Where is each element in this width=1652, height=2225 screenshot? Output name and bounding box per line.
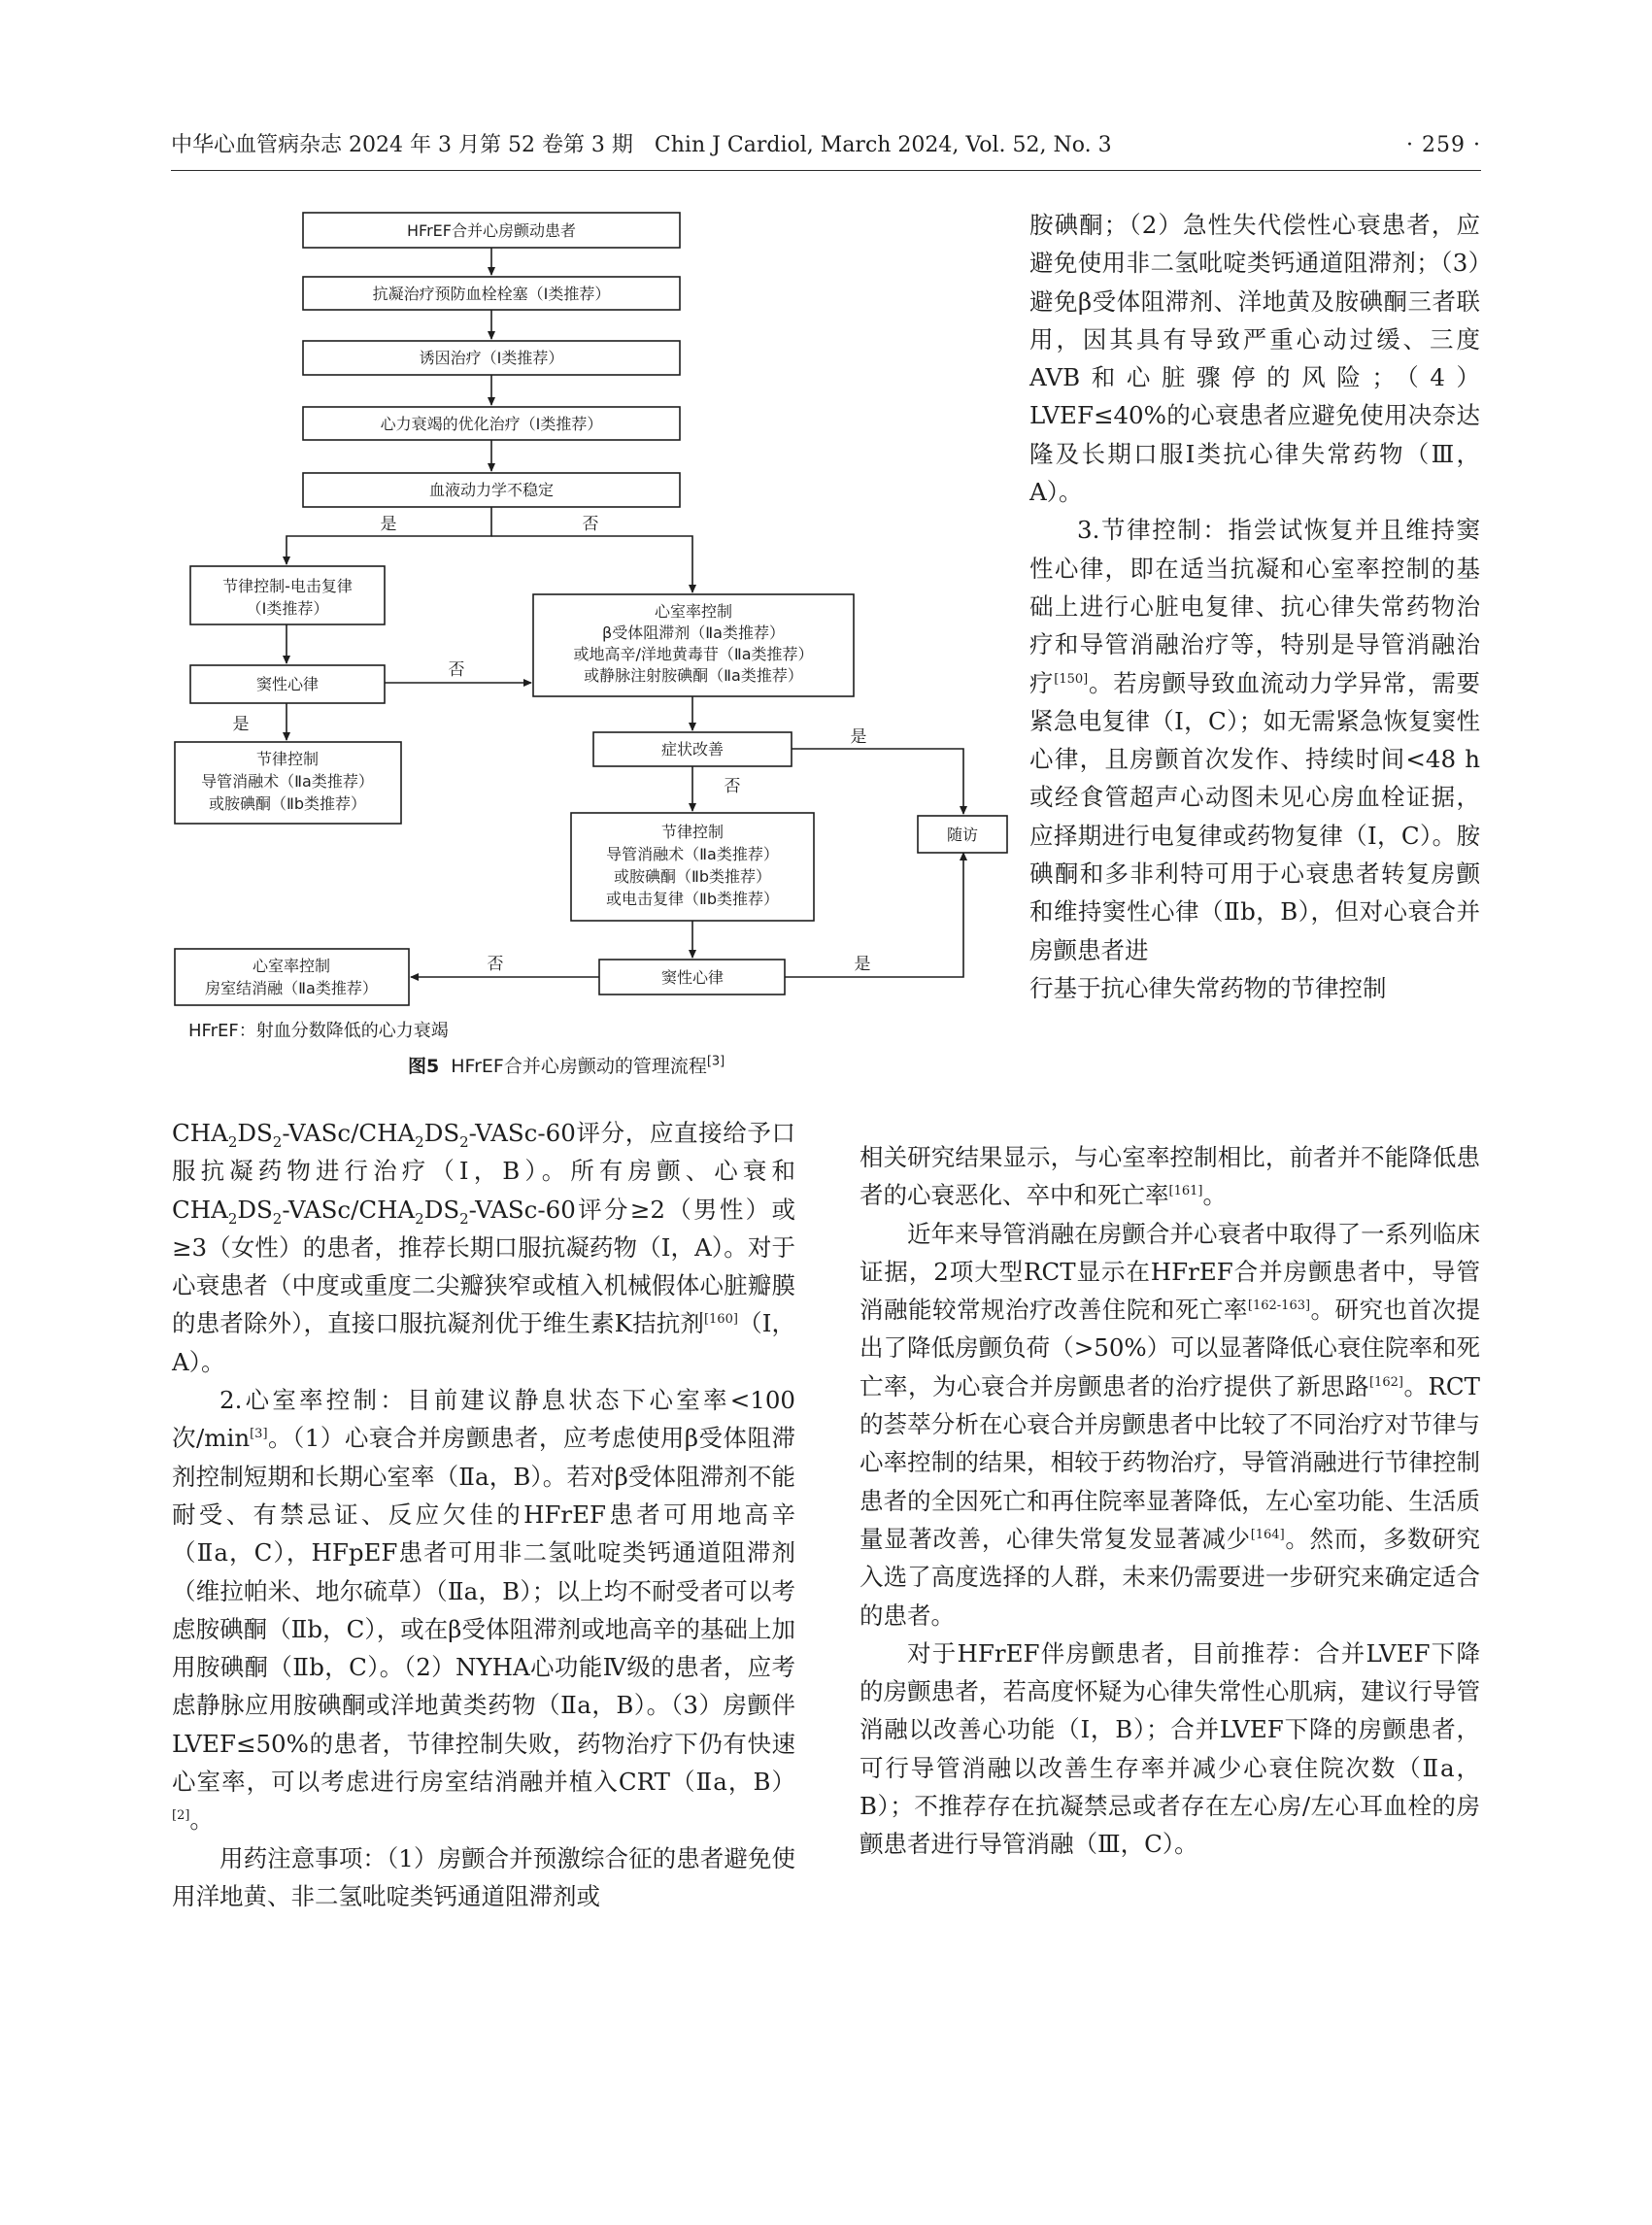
node-symptom: 症状改善 (660, 740, 725, 759)
paragraph-rate-control: 2.心室率控制：目前建议静息状态下心室率<100次/min[3]。（1）心衰合并房颤患者，应考虑使用β受体阻滞剂控制短期和长期心室率（Ⅱa，B）。若对β受体阻滞剂不能耐受、有禁忌证、反应欠佳的HFrEF患者可用地高辛（Ⅱa，C），HFpEF患者可用非二氢吡啶类钙通道阻滞剂（维拉帕米、地尔硫草）（Ⅱa，B）；以上均不耐受者可以考虑胺碘酮（Ⅱb，C），或在β受体阻滞剂或地高辛的基础上加用胺碘酮（Ⅱb，C）。（2）NYHA心功能Ⅳ级的患者，应考虑静脉应用胺碘酮或洋地黄类药物（Ⅱa，B）。（3）房颤伴LVEF≤50%的患者，节律控制失败，药物治疗下仍有快速心室率，可以考虑进行房室结消融并植入CRT（Ⅱa，B）[2]。 (172, 1386, 796, 1835)
node-followup: 随访 (946, 826, 979, 844)
node-unstable: 血液动力学不稳定 (428, 481, 555, 499)
label-no: 否 (487, 955, 504, 974)
citation: [162-163] (1247, 1298, 1311, 1314)
node-rate-control-title: 心室率控制 (654, 602, 733, 621)
node-trigger: 诱因治疗（Ⅰ类推荐） (419, 349, 564, 367)
citation: [150] (1054, 671, 1089, 687)
citation: [3] (250, 1427, 268, 1442)
node-sinus-2: 窦性心律 (660, 968, 725, 987)
label-yes: 是 (232, 715, 250, 734)
node-rate-av-title: 心室率控制 (252, 957, 331, 975)
node-rhythm-control-2-line: 导管消融术（Ⅱa类推荐） (606, 845, 779, 863)
header-rule (171, 170, 1481, 171)
management-flowchart (165, 199, 1020, 1015)
figure-caption-text: HFrEF合并心房颤动的管理流程 (451, 1056, 707, 1077)
paragraph-recommendations: 对于HFrEF伴房颤患者，目前推荐：合并LVEF下降的房颤患者，若高度怀疑为心律失常性心肌病，建议行导管消融以改善心功能（Ⅰ，B）；合并LVEF下降的房颤患者，可行导管消融以改善生存率并减少心衰住院次数（Ⅱa，B）；不推荐存在抗凝禁忌或者存在左心房/左心耳血栓的房颤患者进行导管消融（Ⅲ，C）。 (860, 1638, 1480, 1859)
node-anticoag: 抗凝治疗预防血栓栓塞（Ⅰ类推荐） (372, 285, 611, 303)
page-number: · 259 · (1406, 133, 1481, 157)
node-rate-control-line: 或地高辛/洋地黄毒苷（Ⅱa类推荐） (573, 645, 814, 663)
citation: [162] (1368, 1374, 1403, 1390)
citation: [164] (1250, 1527, 1285, 1542)
paragraph-rhythm-control: 3.节律控制：指尝试恢复并且维持窦性心律，即在适当抗凝和心室率控制的基础上进行心脏电复律、抗心律失常药物治疗和导管消融治疗等，特别是导管消融治疗[150]。若房颤导致血流动力学异常，需要紧急电复律（Ⅰ，C）；如无需紧急恢复窦性心律，且房颤首次发作、持续时间<48 h或经食管超声心动图未见心房血栓证据，应择期进行电复律或药物复律（Ⅰ，C）。胺碘酮和多非利特可用于心衰患者转复房颤和维持窦性心律（Ⅱb，B），但对心衰合并房颤患者进 (1029, 516, 1481, 964)
right-column-bottom (860, 1138, 1480, 1864)
node-rhythm-ablation-line: 或胺碘酮（Ⅱb类推荐） (208, 794, 367, 813)
node-rate-av-line: 房室结消融（Ⅱa类推荐） (205, 979, 378, 997)
figure-number: 图5 (408, 1056, 440, 1077)
label-no: 否 (448, 660, 465, 680)
label-yes: 是 (854, 955, 871, 974)
node-rhythm-cardio-class: （Ⅰ类推荐） (246, 599, 329, 618)
figure-caption (408, 1052, 725, 1078)
node-rhythm-ablation-line: 导管消融术（Ⅱa类推荐） (201, 772, 374, 791)
label-no: 否 (582, 515, 599, 534)
node-rhythm-ablation-title: 节律控制 (255, 750, 320, 768)
right-column-top (1029, 206, 1480, 1007)
citation: [3] (706, 1054, 725, 1069)
node-rhythm-control-2-title: 节律控制 (660, 823, 725, 841)
citation: [161] (1168, 1184, 1203, 1199)
node-hf-opt: 心力衰竭的优化治疗（Ⅰ类推荐） (380, 415, 603, 433)
node-sinus-1: 窦性心律 (255, 675, 320, 693)
label-yes: 是 (850, 727, 867, 747)
citation: [160] (703, 1312, 738, 1328)
left-column (172, 1114, 795, 1915)
node-rhythm-cardio-title: 节律控制-电击复律 (222, 577, 353, 595)
node-rhythm-control-2-line: 或电击复律（Ⅱb类推荐） (605, 890, 780, 908)
node-start: HFrEF合并心房颤动患者 (407, 221, 576, 240)
paragraph-rhythm-control-end: 相关研究结果显示，与心室率控制相比，前者并不能降低患者的心衰恶化、卒中和死亡率[161]。 (860, 1143, 1480, 1210)
label-no: 否 (724, 777, 741, 796)
citation: [2] (172, 1808, 190, 1824)
node-rhythm-control-2-line: 或胺碘酮（Ⅱb类推荐） (613, 867, 772, 886)
paragraph-anticoagulation: $CHA_2DS_2-VASc/CHA_2DS_2-VASc-60$评分，应直接给予口服抗凝药物进行治疗（Ⅰ，B）。所有房颤、心衰和$CHA_2DS_2-VASc/CHA_2DS_2-VASc-60$评分≥2（男性）或≥3（女性）的患者，推荐长期口服抗凝药物（Ⅰ，A）。对于心衰患者（中度或重度二尖瓣狭窄或植入机械假体心脏瓣膜的患者除外），直接口服抗凝剂优于维生素K拮抗剂[160]（Ⅰ，A）。 (172, 1119, 795, 1376)
paragraph-rhythm-control-cont: 行基于抗心律失常药物的节律控制 (1029, 973, 1387, 1002)
paragraph-medication-notes-cont: 胺碘酮；（2）急性失代偿性心衰患者，应避免使用非二氢吡啶类钙通道阻滞剂；（3）避免β受体阻滞剂、洋地黄及胺碘酮三者联用，因其具有导致严重心动过缓、三度AVB和心脏骤停的风险；（4）LVEF≤40%的心衰患者应避免使用决奈达隆及长期口服Ⅰ类抗心律失常药物（Ⅲ，A）。 (1029, 211, 1480, 507)
node-rate-control-line: β受体阻滞剂（Ⅱa类推荐） (602, 624, 785, 642)
figure-note: HFrEF：射血分数降低的心力衰竭 (188, 1021, 449, 1041)
paragraph-medication-notes: 用药注意事项：（1）房颤合并预激综合征的患者避免使用洋地黄、非二氢吡啶类钙通道阻滞剂或 (172, 1843, 795, 1910)
node-rate-control-line: 或静脉注射胺碘酮（Ⅱa类推荐） (584, 666, 803, 685)
label-yes: 是 (380, 515, 397, 534)
running-header: 中华心血管病杂志 2024 年 3 月第 52 卷第 3 期 Chin J Cardiol, March 2024, Vol. 52, No. 3 (171, 133, 1112, 157)
paragraph-catheter-ablation: 近年来导管消融在房颤合并心衰者中取得了一系列临床证据，2项大型RCT显示在HFrEF合并房颤患者中，导管消融能较常规治疗改善住院和死亡率[162-163]。研究也首次提出了降低房颤负荷（>50%）可以显著降低心衰住院率和死亡率，为心衰合并房颤患者的治疗提供了新思路[162]。RCT的荟萃分析在心衰合并房颤患者中比较了不同治疗对节律与心率控制的结果，相较于药物治疗，导管消融进行节律控制患者的全因死亡和再住院率显著降低，左心室功能、生活质量显著改善，心律失常复发显著减少[164]。然而，多数研究入选了高度选择的人群，未来仍需要进一步研究来确定适合的患者。 (860, 1219, 1481, 1630)
